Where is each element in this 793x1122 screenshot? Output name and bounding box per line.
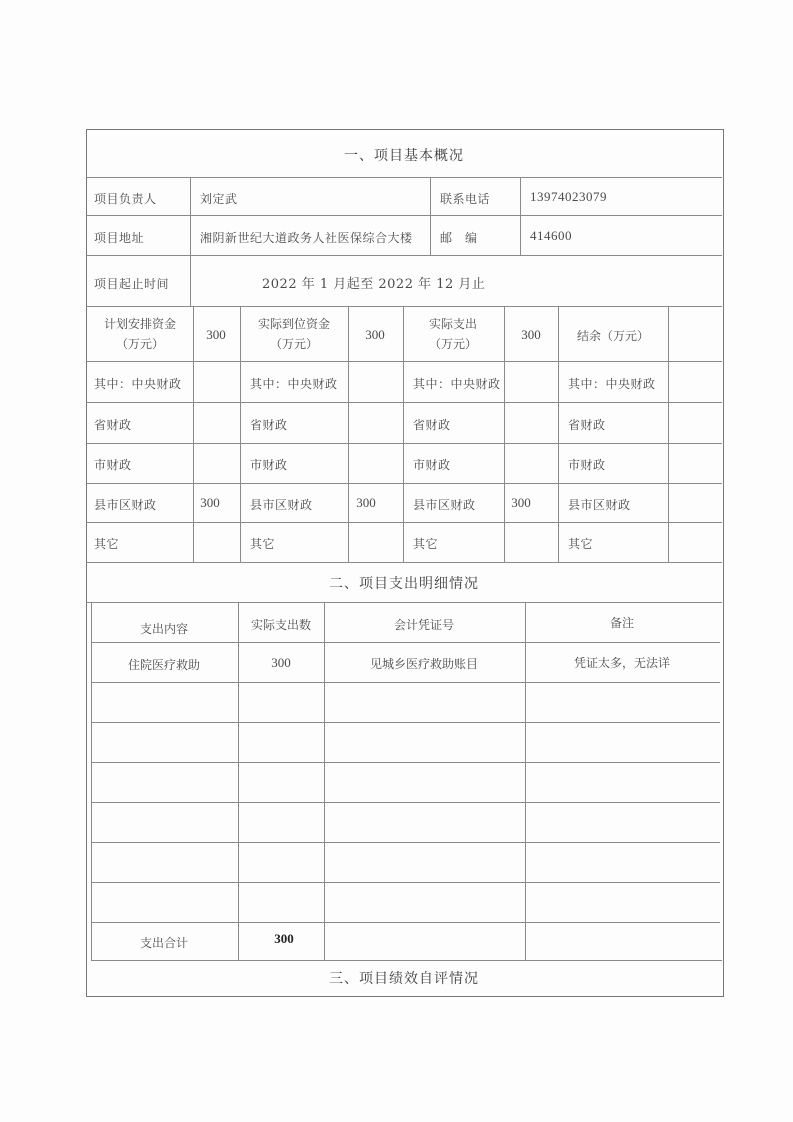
postcode-label: 邮 编 (440, 231, 478, 245)
fund-source: 其它 (94, 537, 120, 551)
rule (91, 960, 722, 961)
rule (86, 255, 722, 256)
planned-funds-value: 300 (206, 327, 226, 342)
rule (86, 402, 722, 403)
column-header: 备注 (609, 616, 635, 630)
total-label: 支出合计 (139, 936, 189, 950)
column-header: 实际支出数 (250, 618, 312, 632)
fund-source: 县市区财政 (568, 498, 631, 512)
rule (86, 522, 722, 523)
rule (91, 802, 720, 803)
rule (240, 306, 241, 562)
phone-value: 13974023079 (530, 189, 607, 204)
fund-source: 其它 (250, 537, 276, 551)
actual-expense-value: 300 (521, 327, 541, 342)
section-title: 二、项目支出明细情况 (329, 576, 479, 592)
rule (668, 306, 669, 562)
postcode-value: 414600 (530, 228, 572, 243)
planned-funds-label: 计划安排资金 （万元） (103, 317, 177, 351)
address-label: 项目地址 (94, 231, 145, 245)
form-table (86, 129, 724, 997)
voucher-number: 见城乡医疗救助账目 (369, 657, 479, 671)
fund-source: 市财政 (250, 458, 288, 472)
fund-source: 省财政 (413, 418, 451, 432)
fund-source: 县市区财政 (250, 498, 313, 512)
rule (91, 762, 720, 763)
fund-source: 市财政 (94, 458, 132, 472)
rule (86, 483, 722, 484)
rule (430, 177, 431, 255)
rule (91, 922, 720, 923)
rule (504, 306, 505, 562)
fund-source: 省财政 (250, 418, 288, 432)
fund-source: 市财政 (568, 458, 606, 472)
total-value: 300 (274, 931, 294, 946)
actual-expense-label: 实际支出 （万元） (428, 317, 478, 351)
leader-label: 项目负责人 (94, 192, 157, 206)
rule (86, 306, 722, 307)
rule (86, 361, 722, 362)
column-header: 会计凭证号 (393, 618, 455, 632)
rule (238, 602, 239, 960)
fund-source: 县市区财政 (413, 498, 476, 512)
period-value: 2022 年 1 月起至 2022 年 12 月止 (262, 277, 486, 292)
fund-source: 其它 (413, 537, 439, 551)
fund-source: 其中：中央财政 (413, 377, 501, 391)
fund-source: 其中：中央财政 (568, 377, 656, 391)
fund-value: 300 (356, 495, 376, 510)
rule (86, 562, 722, 563)
balance-label: 结余（万元） (576, 329, 650, 343)
expense-content: 住院医疗救助 (127, 658, 201, 672)
remark: 凭证太多，无法详 (573, 656, 671, 670)
rule (91, 602, 92, 960)
rule (91, 722, 720, 723)
rule (86, 215, 722, 216)
column-header: 支出内容 (139, 622, 189, 636)
address-value: 湘阴新世纪大道政务人社医保综合大楼 (200, 231, 413, 245)
section-title: 一、项目基本概况 (344, 148, 464, 164)
rule (525, 602, 526, 960)
rule (193, 306, 194, 562)
fund-source: 其中：中央财政 (94, 377, 182, 391)
rule (348, 306, 349, 562)
rule (520, 177, 521, 255)
rule (86, 602, 722, 603)
period-label: 项目起止时间 (94, 277, 170, 291)
leader-value: 刘定武 (200, 192, 238, 206)
expense-amount: 300 (271, 655, 291, 670)
rule (86, 443, 722, 444)
fund-source: 其它 (568, 537, 594, 551)
fund-source: 县市区财政 (94, 498, 157, 512)
fund-source: 其中：中央财政 (250, 377, 338, 391)
received-funds-value: 300 (365, 327, 385, 342)
rule (324, 602, 325, 960)
fund-source: 省财政 (568, 418, 606, 432)
rule (91, 882, 720, 883)
section-title: 三、项目绩效自评情况 (329, 971, 479, 987)
rule (558, 306, 559, 562)
received-funds-label: 实际到位资金 （万元） (257, 317, 331, 351)
fund-value: 300 (200, 495, 220, 510)
rule (403, 306, 404, 562)
phone-label: 联系电话 (440, 192, 491, 206)
rule (91, 842, 720, 843)
fund-value: 300 (511, 495, 531, 510)
fund-source: 省财政 (94, 418, 132, 432)
rule (190, 177, 191, 306)
rule (91, 642, 720, 643)
fund-source: 市财政 (413, 458, 451, 472)
rule (86, 177, 722, 178)
rule (91, 682, 720, 683)
